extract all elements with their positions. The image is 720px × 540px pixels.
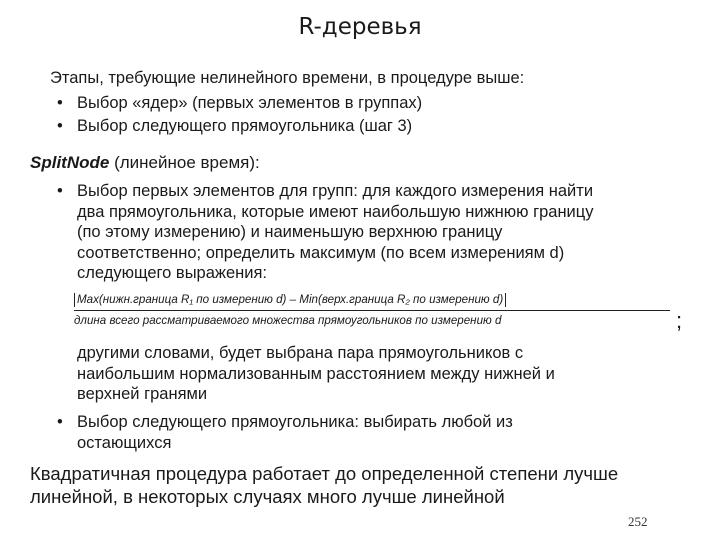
text-line: линейной, в некоторых случаях много лучше линейной — [30, 486, 505, 507]
text-line: следующего выражения: — [77, 264, 267, 282]
slide-title: R-деревья — [298, 14, 422, 40]
text-line: остающихся — [77, 433, 172, 452]
split-bullet-1-continuation — [77, 343, 555, 405]
text-line: Выбор первых элементов для групп: для каждого измерения найти — [77, 182, 594, 200]
text-line: два прямоугольника, которые имеют наибольшую нижнюю границу — [77, 202, 594, 221]
splitnode-rest: (линейное время): — [109, 153, 260, 172]
page-number: 252 — [628, 514, 648, 529]
split-bullet-2 — [77, 412, 513, 453]
text-line: другими словами, будет выбрана пара прямоугольников с — [77, 344, 524, 362]
text-line: (по этому измерению) и наименьшую верхнюю границу — [77, 223, 503, 241]
splitnode-heading — [30, 153, 260, 174]
split-bullet-1 — [77, 181, 593, 284]
bullet-marker: • — [57, 413, 63, 431]
text-line: Выбор следующего прямоугольника: выбирать любой из — [77, 413, 513, 431]
intro-text: Этапы, требующие нелинейного времени, в процедуре выше: — [50, 69, 525, 87]
bullet-marker: • — [57, 117, 63, 135]
text-line: верхней гранями — [77, 385, 208, 403]
fraction-bar — [74, 310, 670, 311]
splitnode-label: SplitNode — [30, 153, 110, 172]
intro-bullet-2: Выбор следующего прямоугольника (шаг 3) — [77, 117, 413, 135]
bullet-marker: • — [57, 182, 63, 200]
formula-fraction — [74, 293, 674, 328]
conclusion-text — [30, 462, 618, 508]
bullet-marker: • — [57, 94, 63, 112]
formula-denominator: длина всего рассматриваемого множества прямоугольников по измерению d — [74, 314, 502, 327]
formula-numerator: Max(нижн.граница R₁ по измерению d) – Min(верх.граница R₂ по измерению d) — [74, 293, 506, 307]
intro-bullet-1: Выбор «ядер» (первых элементов в группах) — [77, 94, 423, 112]
text-line: наибольшим нормализованным расстоянием между нижней и — [77, 364, 555, 383]
formula-semicolon: ; — [676, 308, 683, 333]
text-line: соответственно; определить максимум (по всем измерениям d) — [77, 243, 565, 262]
text-line: Квадратичная процедура работает до определенной степени лучше — [30, 463, 619, 484]
